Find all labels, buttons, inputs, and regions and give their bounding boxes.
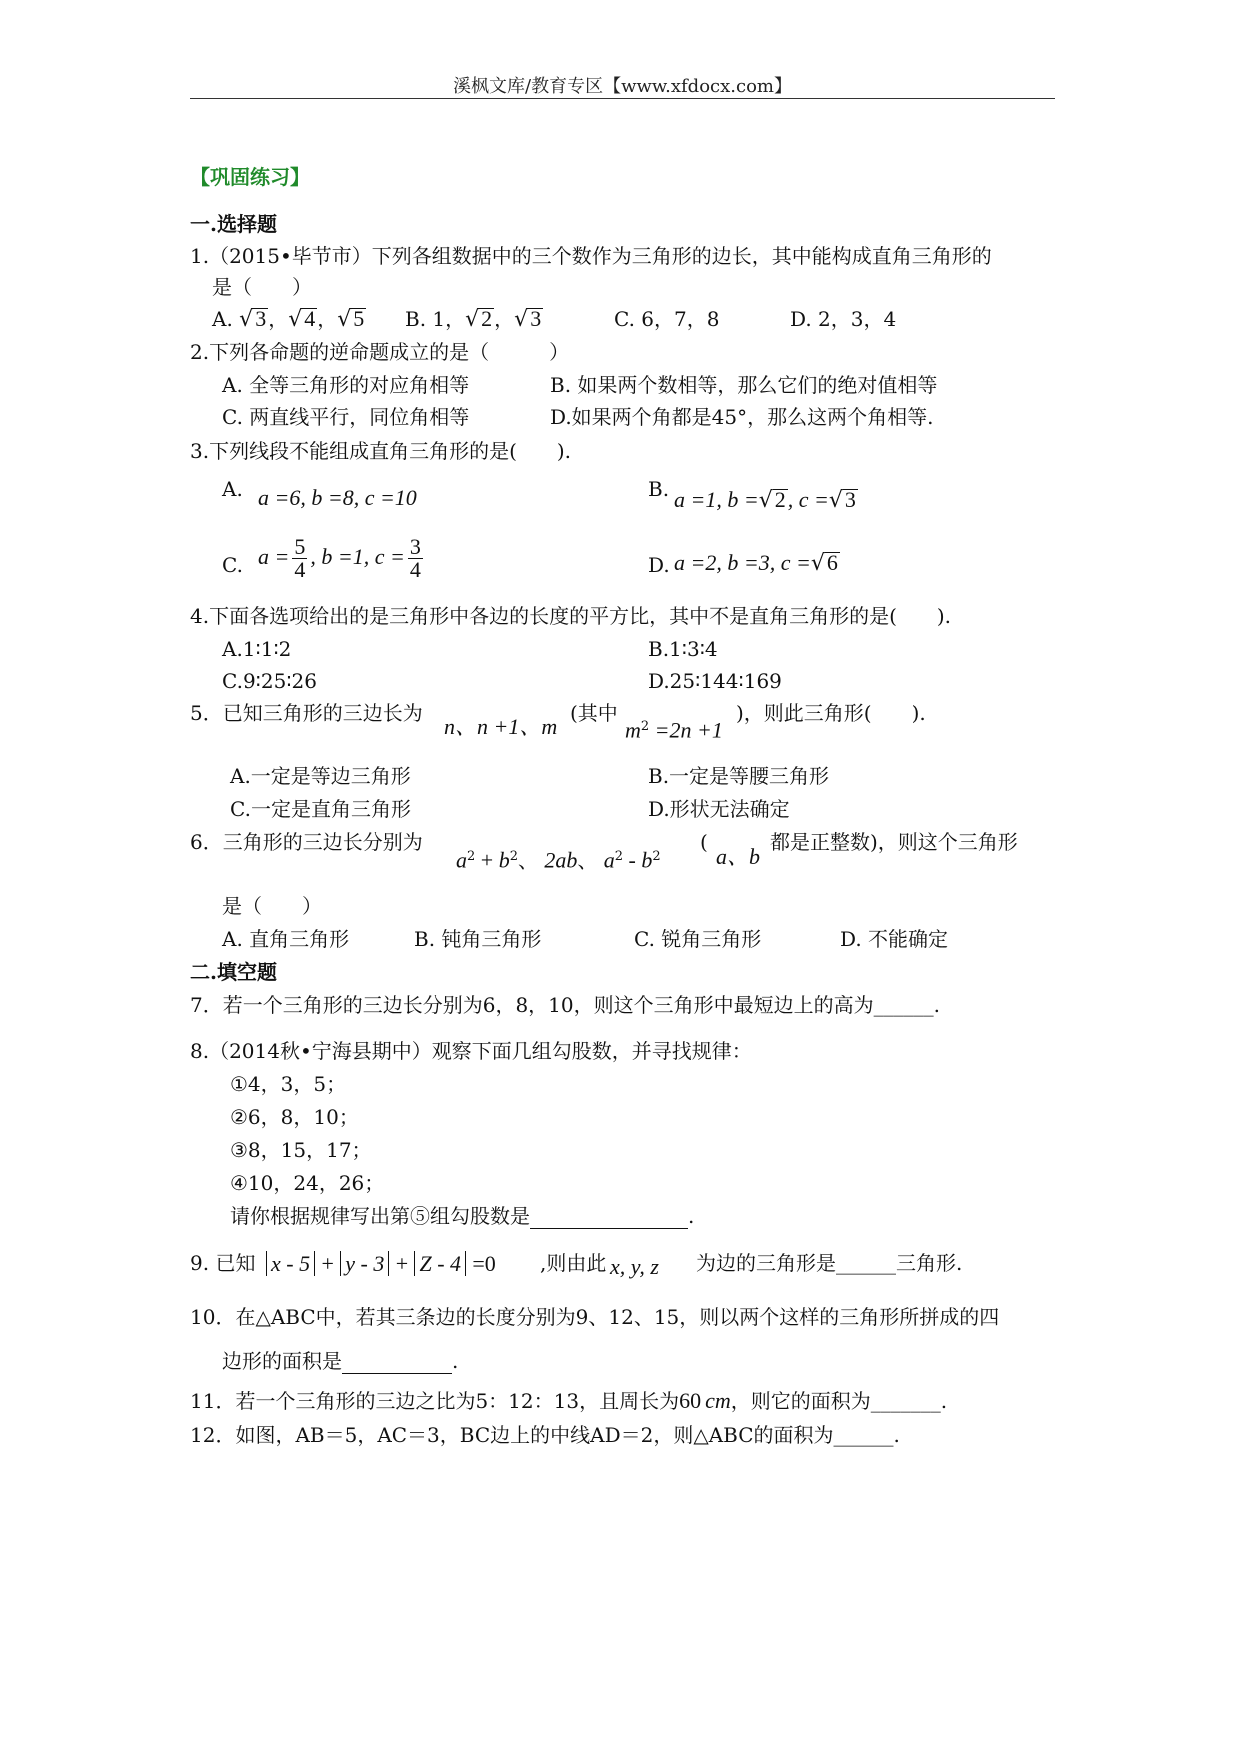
q1-option-c: C. 6，7，8	[614, 307, 720, 331]
q3-option-c-math: a = $\frac{5}{4}$ , b =1, c = $\frac{3}{4}$	[258, 534, 421, 582]
q2-option-d: D.如果两个角都是45°，那么这两个角相等.	[550, 405, 934, 429]
q1-option-b: B. 1，√2 ，√3	[405, 306, 542, 332]
q6-option-a: A. 直角三角形	[222, 927, 350, 951]
q8-ask: 请你根据规律写出第⑤组勾股数是 .	[230, 1204, 695, 1228]
q6-option-d: D. 不能确定	[840, 927, 949, 951]
q6-math-sides: $a^2 + b^2$、 2ab、 $a^2 - b^2$	[456, 847, 661, 873]
q4-option-a: A.1∶1∶2	[222, 637, 292, 661]
q3-stem: 3.下列线段不能组成直角三角形的是( ).	[190, 439, 572, 463]
q11-text: 11．若一个三角形的三边之比为5：12：13，且周长为60 cm，则它的面积为_______.	[190, 1388, 948, 1413]
q3-option-a-label: A.	[222, 477, 243, 501]
q9-equation: x - 5 + y - 3 + Z - 4 =0	[266, 1251, 496, 1277]
q6-option-c: C. 锐角三角形	[634, 927, 762, 951]
q2-option-a: A. 全等三角形的对应角相等	[222, 373, 470, 397]
page-header: 溪枫文库/教育专区【www.xfdocx.com】	[453, 76, 792, 97]
q5-option-b: B.一定是等腰三角形	[648, 764, 830, 788]
q10-answer-blank	[342, 1353, 452, 1374]
q6-math-ab: a、b	[716, 844, 761, 869]
q8-item-3: ③8，15，17；	[230, 1138, 372, 1162]
q5-math-sides: n、n +1、m	[444, 714, 558, 739]
q5-math-condition: $m^2 =2n +1$	[625, 717, 723, 743]
q6-stem-cont: 是（ ）	[222, 894, 322, 918]
q7-text: 7．若一个三角形的三边长分别为6，8，10，则这个三角形中最短边上的高为______.	[190, 993, 940, 1017]
q9-post: 为边的三角形是______三角形.	[696, 1251, 963, 1275]
q3-option-d-math: a =2, b =3, c =√6	[674, 550, 838, 576]
q5-option-d: D.形状无法确定	[648, 797, 790, 821]
q10-line1: 10．在△ABC中，若其三条边的长度分别为9、12、15，则以两个这样的三角形所拼成的四	[190, 1305, 1000, 1329]
q6-stem-pre: 6．三角形的三边长分别为	[190, 830, 423, 854]
q5-stem-mid: (其中	[570, 701, 618, 725]
part1-title: 一.选择题	[190, 212, 277, 236]
q3-option-b-math: a =1, b =√2, c =√3	[674, 487, 856, 513]
q9-vars: x, y, z	[610, 1254, 659, 1279]
q4-option-c: C.9∶25∶26	[222, 669, 317, 693]
section-heading: 【巩固练习】	[190, 165, 310, 189]
q5-stem-pre: 5．已知三角形的三边长为	[190, 701, 423, 725]
q2-option-c: C. 两直线平行，同位角相等	[222, 405, 470, 429]
q1-option-d: D. 2，3，4	[790, 307, 897, 331]
q4-option-b: B.1∶3∶4	[648, 637, 718, 661]
part2-title: 二.填空题	[190, 960, 277, 984]
q4-option-d: D.25∶144∶169	[648, 669, 782, 693]
q3-option-d-label: D.	[648, 553, 670, 577]
fraction-5-4: $\frac{5}{4}$	[294, 534, 306, 582]
q4-stem: 4.下面各选项给出的是三角形中各边的长度的平方比，其中不是直角三角形的是( ).	[190, 604, 952, 628]
q8-item-4: ④10，24，26；	[230, 1171, 385, 1195]
q8-item-1: ①4，3，5；	[230, 1072, 347, 1096]
q10-line2: 边形的面积是 .	[222, 1349, 459, 1373]
q3-option-c-label: C.	[222, 553, 243, 577]
q5-option-a: A.一定是等边三角形	[230, 764, 411, 788]
q6-stem-post: 都是正整数)，则这个三角形	[770, 830, 1018, 854]
fraction-3-4: $\frac{3}{4}$	[409, 534, 421, 582]
q6-paren-open: (	[700, 830, 708, 854]
q2-stem: 2.下列各命题的逆命题成立的是（ ）	[190, 340, 570, 364]
q8-item-2: ②6，8，10；	[230, 1105, 359, 1129]
q12-text: 12．如图，AB＝5，AC＝3，BC边上的中线AD＝2，则△ABC的面积为______.	[190, 1423, 900, 1447]
q1-stem: 1.（2015•毕节市）下列各组数据中的三个数作为三角形的边长，其中能构成直角三角形的	[190, 244, 992, 268]
q9-pre: 9. 已知	[190, 1251, 256, 1275]
q8-stem: 8.（2014秋•宁海县期中）观察下面几组勾股数，并寻找规律：	[190, 1039, 752, 1063]
q1-option-a: A. √3 ，√4 ，√5	[212, 306, 365, 332]
q5-option-c: C.一定是直角三角形	[230, 797, 411, 821]
q5-stem-post: )，则此三角形( ).	[736, 701, 926, 725]
q2-option-b: B. 如果两个数相等，那么它们的绝对值相等	[550, 373, 938, 397]
q1-stem-cont: 是（ ）	[212, 275, 312, 299]
q8-answer-blank	[530, 1208, 688, 1229]
q3-option-a-math: a =6, b =8, c =10	[258, 485, 417, 510]
q3-option-b-label: B.	[648, 477, 670, 501]
q6-option-b: B. 钝角三角形	[414, 927, 542, 951]
header-divider	[190, 98, 1055, 99]
q9-mid: ,则由此	[540, 1251, 607, 1275]
